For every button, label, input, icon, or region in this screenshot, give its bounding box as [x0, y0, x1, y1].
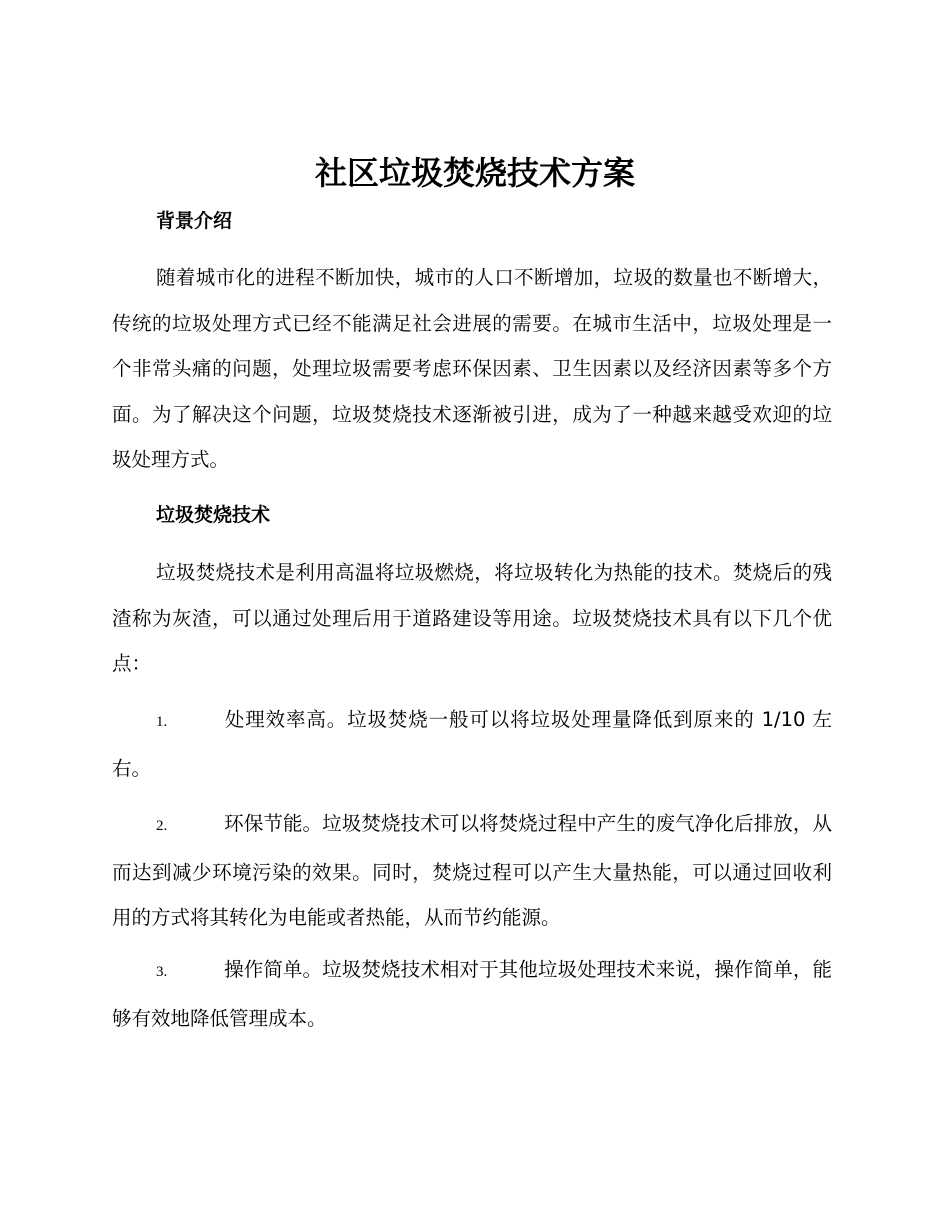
- list-text-2: 环保节能。垃圾焚烧技术可以将焚烧过程中产生的废气净化后排放，从而达到减少环境污染的效果。同时，焚烧过程可以产生大量热能，可以通过回收利用的方式将其转化为电能或者热能，从而节约能源。: [112, 812, 832, 929]
- list-item-3: [112, 947, 832, 1041]
- list-text-3: 操作简单。垃圾焚烧技术相对于其他垃圾处理技术来说，操作简单，能够有效地降低管理成本。: [112, 958, 832, 1030]
- list-number-3: 3.: [156, 964, 168, 980]
- list-item-1: [112, 697, 832, 791]
- paragraph-background: 随着城市化的进程不断加快，城市的人口不断增加，垃圾的数量也不断增大，传统的垃圾处理方式已经不能满足社会进展的需要。在城市生活中，垃圾处理是一个非常头痛的问题，处理垃圾需要考虑环保因素、卫生因素以及经济因素等多个方面。为了解决这个问题，垃圾焚烧技术逐渐被引进，成为了一种越来越受欢迎的垃圾处理方式。: [112, 266, 832, 471]
- section-heading-technology: 垃圾焚烧技术: [156, 504, 271, 526]
- list-number-2: 2.: [156, 818, 168, 834]
- paragraph-technology: 垃圾焚烧技术是利用高温将垃圾燃烧，将垃圾转化为热能的技术。焚烧后的残渣称为灰渣，可以通过处理后用于道路建设等用途。垃圾焚烧技术具有以下几个优点：: [112, 561, 832, 675]
- list-number-1: 1.: [156, 714, 168, 730]
- section-heading-background: 背景介绍: [156, 210, 233, 232]
- list-text-1: 处理效率高。垃圾焚烧一般可以将垃圾处理量降低到原来的 1/10 左右。: [112, 708, 832, 780]
- list-item-2: [112, 801, 832, 941]
- document-title: 社区垃圾焚烧技术方案: [314, 154, 635, 192]
